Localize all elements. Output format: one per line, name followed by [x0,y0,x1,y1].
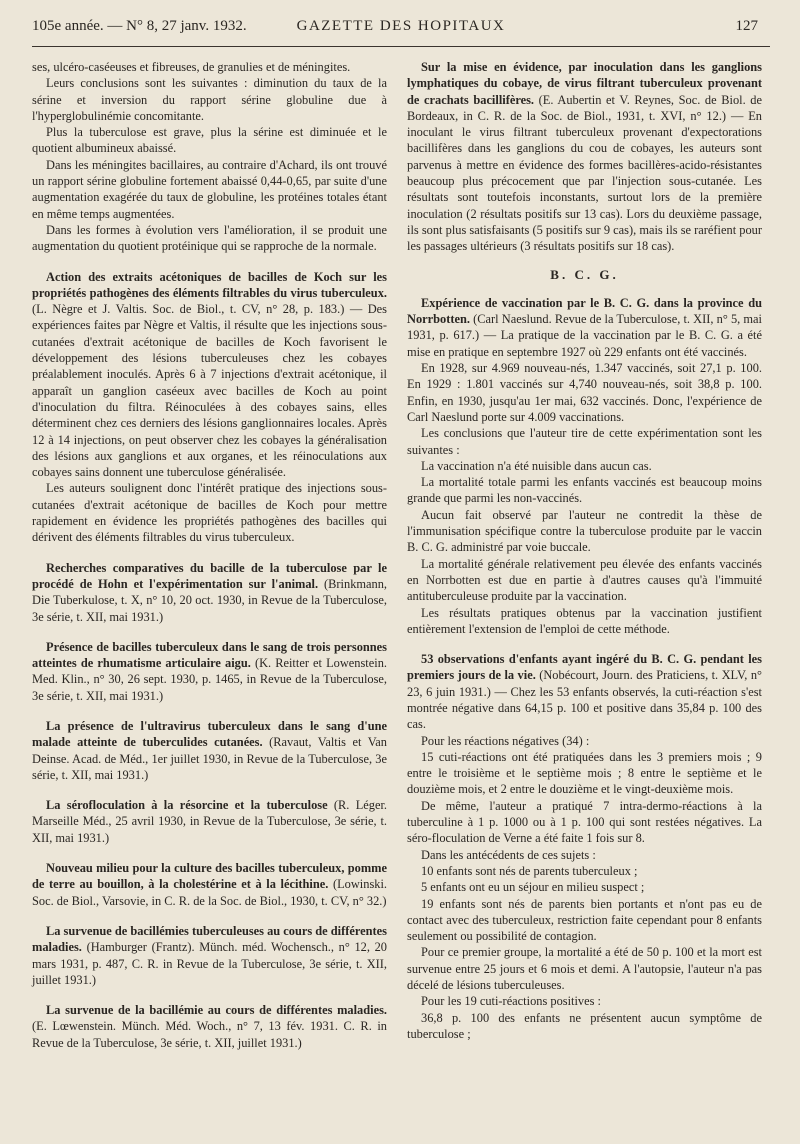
article-title: La survenue de la bacillémie au cours de différentes maladies. [46,1003,387,1018]
list-item: 10 enfants sont nés de parents tuberculeux ; [421,863,638,878]
abstract-entry [407,651,762,1042]
abstract-entry [32,639,387,704]
article-reference: (E. Lœwenstein. Münch. Méd. Woch., n° 7, 13 fév. 1931. C. R. in Revue de la Tuberculose, 3e série, t. XII, juillet 1931.) [32,1019,387,1050]
page-number: 127 [735,18,758,34]
article-title: Recherches comparatives du bacille de la tuberculose par le procédé de Hohn et l'expérimentation sur l'animal. [32,560,387,591]
section-heading: B. C. G. [550,266,619,282]
article-body: (Nobécourt, Journ. des Praticiens, t. XLV, n° 23, 6 juin 1931.) — Chez les 53 enfants observés, la cuti-réaction s'est montrée négative dans 64,15 p. 100 et positive dans 35,84 p. 100 des cas. [407,668,762,732]
article-title: Action des extraits acétoniques de bacilles de Koch sur les propriétés pathogènes des éléments filtrables du virus tuberculeux. [32,269,387,300]
article-reference: (Lowinski. Soc. de Biol., Varsovie, in C. R. de la Soc. de Biol., 1930, t. CV, n° 32.) [32,877,387,908]
intro-paragraph: Dans les formes à évolution vers l'amélioration, il se produit une augmentation du quotient protéinique qui se rapproche de la normale. [32,222,387,254]
article-reference: (K. Reitter et Lowenstein. Med. Klin., n° 30, 26 sept. 1930, p. 1465, in Revue de la Tuberculose, 3e série, t. XII, mai 1931.) [32,656,387,703]
article-paragraph: De même, l'auteur a pratiqué 7 intra-dermo-réactions à la tuberculine à 1 p. 1000 ou à 1 p. 100 qui sont restées négatives. La séro-floculation de Verne a été faite 1 fois sur 8. [407,798,762,846]
article-body: (Carl Naeslund. Revue de la Tuberculose, t. XII, n° 5, mai 1931, p. 617.) — La pratique de la vaccination par le B. C. G. a été mise en pratique en septembre 1927 où 229 enfants ont été vaccinés. [407,312,762,359]
article-title: Expérience de vaccination par le B. C. G. dans la province du Norrbotten. [407,295,762,327]
article-paragraph: 36,8 p. 100 des enfants ne présentent aucun symptôme de tuberculose ; [407,1010,762,1041]
intro-paragraph: Dans les méningites bacillaires, au contraire d'Achard, ils ont trouvé un rapport sérine globuline fortement abaissé 0,44-0,65, par suite d'une augmentation exagérée du taux de globuline, les protéines totales étant en même temps augmentées. [32,157,387,221]
article-paragraph: La mortalité totale parmi les enfants vaccinés est beaucoup moins grande que parmi les non-vaccinés. [407,475,762,506]
article-paragraph: 15 cuti-réactions ont été pratiquées dans les 3 premiers mois ; 9 entre le troisième et le septième mois ; 8 entre le septième et le douzième mois, et 2 entre le douzième et le vingt-deuxième mois. [407,749,762,797]
intro-paragraph: Leurs conclusions sont les suivantes : diminution du taux de la sérine et inversion du rapport sérine globuline due à l'hyperglobulinémie concomitante. [32,76,387,123]
article-title: Présence de bacilles tuberculeux dans le sang de trois personnes atteintes de rhumatisme articulaire aigu. [32,639,387,671]
article-title: La présence de l'ultravirus tuberculeux dans le sang d'une malade atteinte de tuberculides cutanées. [32,718,387,750]
article-paragraph: Pour ce premier groupe, la mortalité a été de 50 p. 100 et la mort est survenue entre 25 jours et 6 mois et demi. A l'autopsie, l'auteur n'a pas décelé de lésions tuberculeuses. [407,945,762,993]
article-paragraph: La vaccination n'a été nuisible dans aucun cas. [421,458,652,473]
article-reference: (Brinkmann, Die Tuberkulose, t. X, n° 10, 20 oct. 1930, in Revue de la Tuberculose, 3e série, t. XII, mai 1931.) [32,576,388,624]
article-reference: (Ravaut, Valtis et Van Deinse. Acad. de Méd., 1er juillet 1930, in Revue de la Tuberculose, 3e série, t. XII, mai 1931.) [32,735,387,782]
abstract-entry [32,560,387,625]
abstract-entry [407,295,762,637]
running-header [32,16,770,40]
intro-paragraph: ses, ulcéro-caséeuses et fibreuses, de granulies et de méningites. [32,60,351,74]
article-paragraph: Les auteurs soulignent donc l'intérêt pratique des injections sous-cutanées d'extrait acétonique de bacilles de Koch pour mettre rapidement en évidence les propriétés pathogènes des bacilles qui dérivent des éléments filtrables du virus tuberculeux. [32,481,387,545]
abstract-entry [32,269,387,546]
intro-paragraph: Plus la tuberculose est grave, plus la sérine est diminuée et le quotient albumineux abaissé. [32,125,387,156]
article-title: La sérofloculation à la résorcine et la tuberculose [46,798,328,813]
abstract-entry [32,797,387,846]
article-body: (E. Aubertin et V. Reynes, Soc. de Biol. de Bordeaux, in C. R. de la Soc. de Biol., 1931, t. XVI, n° 12.) — En inoculant le virus filtrant tuberculeux provenant d'expectorations bacillifères dans les ganglions du cou de cobayes, les auteurs sont parvenus à mettre en évidence des formes bacillères-acido-résistantes beaucoup plus précocement que par l'injection sous-cutanée. Les résultats sont toutefois inconstants, surtout lors de la première inoculation (2 résultats positifs sur 13 cas). Lors du deuxième passage, ils sont plus satisfaisants (5 positifs sur 9 cas), mais ils se raréfient pour les passages ultérieurs (3 résultats positifs sur 18 cas). [407,92,762,254]
article-title: Sur la mise en évidence, par inoculation dans les ganglions lymphatiques du cobaye, de virus filtrant tuberculeux provenant de crachats bacillifères. [407,60,762,107]
list-item: 19 enfants sont nés de parents bien portants et n'ont pas eu de contact avec des tuberculeux, restriction faite cependant pour 8 enfants seulement ou possibilité de contagion. [407,896,762,944]
list-item: 5 enfants ont eu un séjour en milieu suspect ; [421,880,645,895]
article-title: La survenue de bacillémies tuberculeuses au cours de différentes maladies. [32,923,387,955]
article-reference: (Hamburger (Frantz). Münch. méd. Wochensch., n° 12, 20 mars 1931, p. 487, C. R. in Revue de la Tuberculose, 3e série, t. XII, juillet 1931.) [32,940,387,987]
article-paragraph: Pour les réactions négatives (34) : [421,733,590,748]
journal-title: GAZETTE DES HOPITAUX [296,18,506,34]
article-body: (L. Nègre et J. Valtis. Soc. de Biol., t. CV, n° 28, p. 183.) — Des expériences faites par Nègre et Valtis, il résulte que les injections sous-cutanées d'extrait acétonique de bacilles de Koch favorisent le développement des lésions tuberculeuses chez les cobayes préalablement inoculés. Après 6 à 7 injections d'extrait acétonique, il apparaît un ganglion caséeux avec bacilles de Koch au point d'inoculation du filtra. Réinoculées à des cobayes sains, elles déterminent chez ces derniers des lésions ganglionnaires locales. Après 12 à 14 injections, on peut observer chez les cobayes la généralisation des lésions aux ganglions et aux organes, et les réinoculations aux cobayes sains donnent une tuberculose généralisée. [32,302,387,480]
header-rule [32,46,770,47]
article-paragraph: Pour les 19 cuti-réactions positives : [421,994,601,1009]
article-reference: (R. Léger. Marseille Méd., 25 avril 1930, in Revue de la Tuberculose, 3e série, t. XII, mai 1931.) [32,798,387,845]
right-column [407,59,762,1051]
issue-info: 105e année. — N° 8, 27 janv. 1932. [32,18,247,34]
abstract-entry [32,923,387,988]
abstract-entry [407,59,762,255]
article-paragraph: Aucun fait observé par l'auteur ne contredit la thèse de l'immunisation spécifique contre la tuberculose produite par le vaccin B. C. G. administré par voie buccale. [407,507,762,555]
abstract-entry [32,1002,387,1051]
article-title: 53 observations d'enfants ayant ingéré du B. C. G. pendant les premiers jours de la vie. [407,652,762,683]
article-paragraph: Les conclusions que l'auteur tire de cette expérimentation sont les suivantes : [407,426,762,457]
article-paragraph: Dans les antécédents de ces sujets : [421,847,596,862]
article-title: Nouveau milieu pour la culture des bacilles tuberculeux, pomme de terre au bouillon, à la cholestérine et à la lécithine. [32,861,387,892]
article-paragraph: En 1928, sur 4.969 nouveau-nés, 1.347 vaccinés, soit 27,1 p. 100. En 1929 : 1.801 vaccinés sur 4,740 nouveau-nés, soit 38,8 p. 100. Enfin, en 1930, jusqu'au 1er mai, 632 vaccinés. Donc, l'expérience de Carl Naeslund porte sur 4.009 vaccinations. [407,361,762,424]
left-column [32,59,387,1051]
abstract-entry [32,860,387,909]
abstract-entry [32,718,387,783]
article-paragraph: Les résultats pratiques obtenus par la vaccination justifient entièrement l'extension de l'emploi de cette méthode. [407,605,762,636]
article-paragraph: La mortalité générale relativement peu élevée des enfants vaccinés en Norrbotten est due en partie à d'autres causes qu'à l'immuité antituberculeuse produite par la vaccination. [407,556,762,604]
